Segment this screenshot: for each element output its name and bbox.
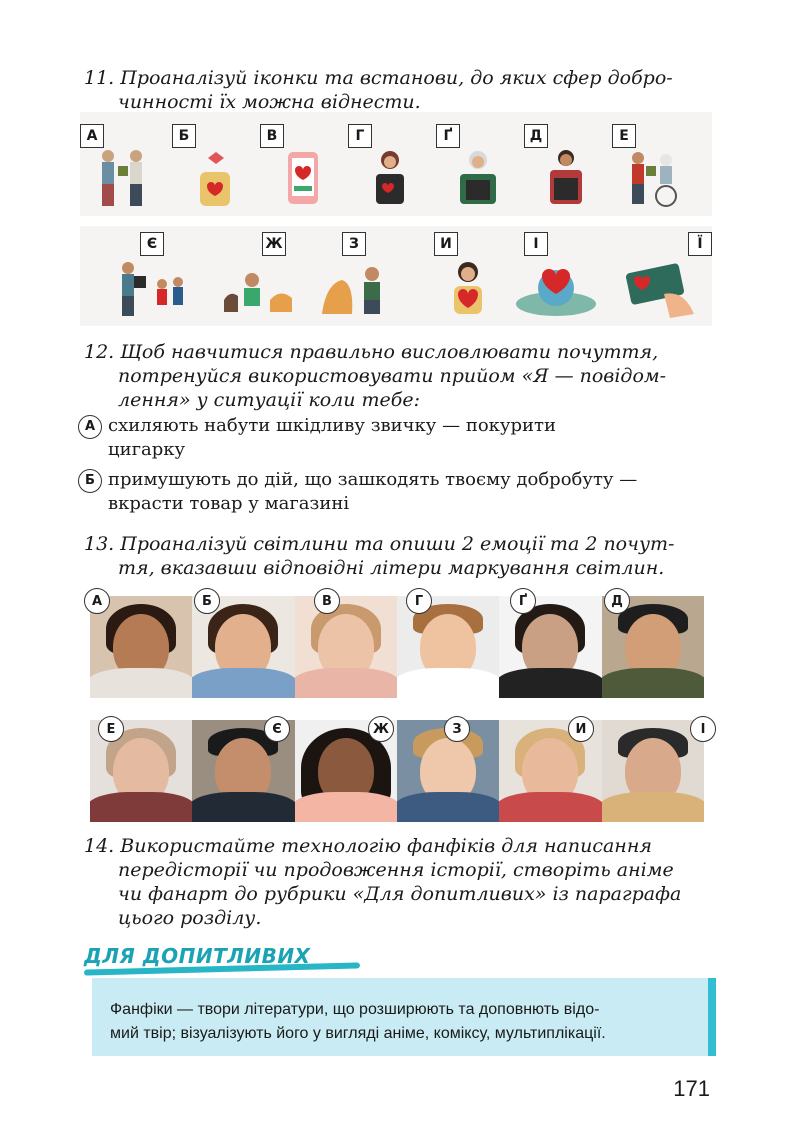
elder-box-icon xyxy=(450,146,506,210)
page-number: 171 xyxy=(673,1076,710,1101)
icon-label: Є xyxy=(140,232,164,256)
task-14 xyxy=(84,834,724,930)
task-12-option-a xyxy=(78,414,728,462)
task-13 xyxy=(84,532,724,580)
option-text-line2: цигарку xyxy=(108,439,186,460)
task-13-line2: тя, вказавши відповідні літери маркування світлин. xyxy=(118,557,665,579)
photo-label-z: З xyxy=(444,716,470,742)
icon-cell-z xyxy=(318,232,390,322)
earth-heart-icon xyxy=(506,254,606,318)
photo-label-y: И xyxy=(568,716,594,742)
task-12-line2: потренуйся використовувати прийом «Я — повідом- xyxy=(118,365,667,387)
icon-label: Ґ xyxy=(436,124,460,148)
info-title: ДЛЯ ДОПИТЛИВИХ xyxy=(84,944,311,968)
icon-cell-yi xyxy=(620,232,703,322)
icon-cell-b xyxy=(172,124,244,214)
icon-label: Д xyxy=(524,124,548,148)
photo-label-g-dot: Ґ xyxy=(510,588,536,614)
photo-label-a: А xyxy=(84,588,110,614)
task-11-line2: чинності їх можна віднести. xyxy=(118,91,421,110)
task-13-line1: 13. Проаналізуй світлини та опиши 2 емоції та 2 почут- xyxy=(84,533,675,555)
volunteer-dogs-icon xyxy=(220,254,300,318)
photo-i xyxy=(602,720,704,822)
photo-label-ye: Є xyxy=(264,716,290,742)
option-text-line1: схиляють набути шкідливу звичку — покурити xyxy=(108,415,556,436)
icon-label: З xyxy=(342,232,366,256)
task-12 xyxy=(84,340,724,412)
option-letter: А xyxy=(78,415,102,439)
woman-box-icon xyxy=(362,146,418,210)
icon-label: І xyxy=(524,232,548,256)
icon-cell-y xyxy=(426,232,498,322)
icon-cell-ye xyxy=(112,232,184,322)
icon-cell-i xyxy=(506,232,578,322)
icon-cell-g-dot xyxy=(436,124,508,214)
option-text-line1: примушують до дій, що зашкодять твоєму добробуту — xyxy=(108,469,638,490)
icon-label: В xyxy=(260,124,284,148)
photo-v xyxy=(295,596,397,698)
dog-care-icon xyxy=(318,254,398,318)
icon-label: И xyxy=(434,232,458,256)
icon-cell-zh xyxy=(220,232,292,322)
photo-label-i: І xyxy=(690,716,716,742)
bank-card-icon xyxy=(620,254,704,318)
task-12-line1: 12. Щоб навчитися правильно висловлювати почуття, xyxy=(84,341,659,363)
info-text-line1: Фанфіки — твори літератури, що розширюють та доповнють відо- xyxy=(110,1001,600,1018)
family-help-icon xyxy=(112,254,192,318)
icon-label: Б xyxy=(172,124,196,148)
option-text-line2: вкрасти товар у магазині xyxy=(108,493,350,514)
icon-label: Г xyxy=(348,124,372,148)
icon-label: Ї xyxy=(688,232,712,256)
phone-donate-icon xyxy=(274,146,330,210)
task-14-line2: передісторії чи продовження історії, створіть аніме xyxy=(118,859,674,881)
photo-label-d: Д xyxy=(604,588,630,614)
info-text-line2: мий твір; візуалізують його у вигляді аніме, коміксу, мультиплікації. xyxy=(110,1025,606,1042)
photo-label-v: В xyxy=(314,588,340,614)
wheelchair-help-icon xyxy=(626,146,682,210)
task-14-line4: цього розділу. xyxy=(118,907,262,929)
icon-cell-d xyxy=(524,124,596,214)
info-text xyxy=(110,998,700,1046)
photo-a xyxy=(90,596,192,698)
task-12-line3: лення» у ситуації коли тебе: xyxy=(118,389,421,411)
icon-cell-v xyxy=(260,124,332,214)
man-groceries-icon xyxy=(538,146,594,210)
option-text xyxy=(108,468,728,516)
task-14-line3: чи фанарт до рубрики «Для допитливих» із параграфа xyxy=(118,883,682,905)
icon-label: Е xyxy=(612,124,636,148)
photo-label-b: Б xyxy=(194,588,220,614)
icon-cell-a xyxy=(80,124,152,214)
task-12-option-b xyxy=(78,468,728,516)
icon-cell-e xyxy=(612,124,684,214)
heart-hug-icon xyxy=(440,254,496,318)
photo-strip-row2 xyxy=(90,720,704,822)
photo-label-zh: Ж xyxy=(368,716,394,742)
donation-jar-icon xyxy=(186,146,242,210)
icon-label: А xyxy=(80,124,104,148)
task-11-line1: 11. Проаналізуй іконки та встанови, до яких сфер добро- xyxy=(84,67,673,89)
icon-strip-row2 xyxy=(80,226,712,326)
option-letter: Б xyxy=(78,469,102,493)
photo-label-e: Е xyxy=(98,716,124,742)
task-14-line1: 14. Використайте технологію фанфіків для написання xyxy=(84,835,652,857)
icon-cell-g xyxy=(348,124,420,214)
icon-strip-row1 xyxy=(80,112,712,216)
elderly-help-icon xyxy=(94,146,150,210)
icon-label: Ж xyxy=(262,232,286,256)
option-text xyxy=(108,414,728,462)
photo-label-g: Г xyxy=(406,588,432,614)
task-11 xyxy=(84,66,724,110)
